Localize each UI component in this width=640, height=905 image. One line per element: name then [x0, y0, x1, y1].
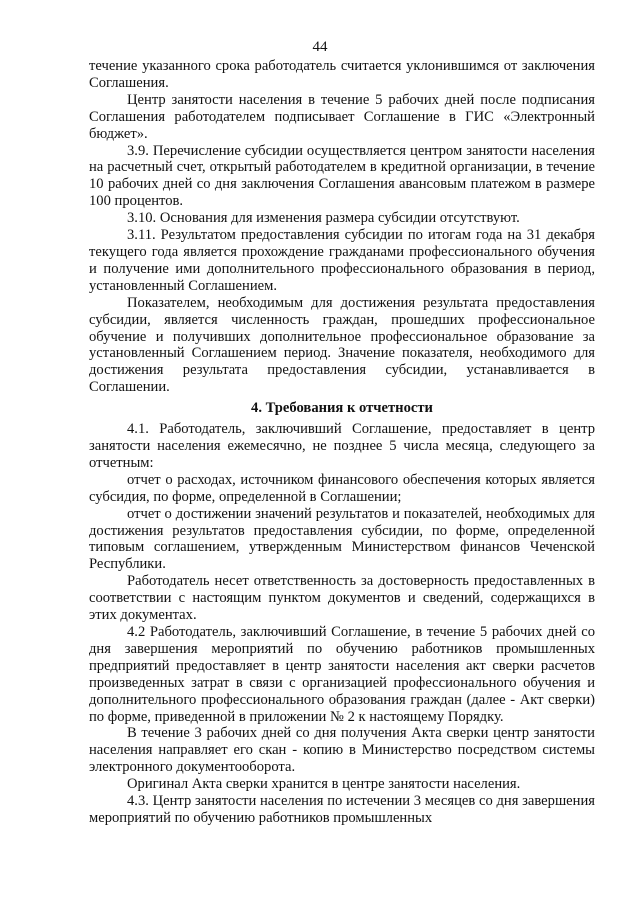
paragraph: течение указанного срока работодатель считается уклонившимся от заключения Соглашения.: [89, 58, 595, 91]
paragraph: Работодатель несет ответственность за достоверность предоставленных в соответствии с настоящим пунктом документов и сведений, содержащихся в этих документах.: [89, 573, 595, 624]
paragraph: отчет о расходах, источником финансового обеспечения которых является субсидия, по форме, определенной в Соглашении;: [89, 471, 595, 505]
paragraph: В течение 3 рабочих дней со дня получения Акта сверки центр занятости населения направляет его скан - копию в Министерство посредством системы электронного документооборота.: [89, 725, 595, 776]
paragraph: Оригинал Акта сверки хранится в центре занятости населения.: [127, 776, 521, 793]
paragraph: 4.1. Работодатель, заключивший Соглашение, предоставляет в центр занятости населения ежемесячно, не позднее 5 числа месяца, следующего за отчетным:: [89, 421, 595, 471]
paragraph: Центр занятости населения в течение 5 рабочих дней после подписания Соглашения работодателем подписывает Соглашение в ГИС «Электронный бюджет».: [89, 91, 595, 142]
paragraph: 3.10. Основания для изменения размера субсидии отсутствуют.: [127, 210, 520, 227]
document-body: [89, 58, 595, 827]
section-heading: 4. Требования к отчетности: [251, 400, 433, 417]
paragraph: 3.9. Перечисление субсидии осуществляется центром занятости населения на расчетный счет, открытый работодателем в кредитной организации, в течение 10 рабочих дней со дня заключения Соглашения авансовым платежом в размере 100 процентов.: [89, 142, 595, 210]
paragraph: 4.2 Работодатель, заключивший Соглашение, в течение 5 рабочих дней со дня завершения мероприятий по обучению работников промышленных предприятий предоставляет в центр занятости населения акт сверки расчетов произведенных затрат в связи с организацией профессионального обучения и дополнительного профессионального образования граждан (далее - Акт сверки) по форме, приведенной в приложении № 2 к настоящему Порядку.: [89, 624, 595, 725]
paragraph: 3.11. Результатом предоставления субсидии по итогам года на 31 декабря текущего года является прохождение гражданами профессионального обучения и получение ими дополнительного профессионального образования в период, установленный Соглашением.: [89, 227, 595, 294]
paragraph: Показателем, необходимым для достижения результата предоставления субсидии, является численность граждан, прошедших профессиональное обучение и получивших дополнительное профессиональное образование за установленный Соглашением период. Значение показателя, необходимого для достижения результата предоставления субсидии, устанавливается в Соглашении.: [89, 294, 595, 396]
paragraph: отчет о достижении значений результатов и показателей, необходимых для достижения результатов предоставления субсидии, по форме, определенной типовым соглашением, утвержденным Министерством финансов Чеченской Республики.: [89, 505, 595, 573]
page-number: 44: [312, 39, 328, 55]
paragraph: 4.3. Центр занятости населения по истечении 3 месяцев со дня завершения мероприятий по обучению работников промышленных: [89, 793, 595, 826]
